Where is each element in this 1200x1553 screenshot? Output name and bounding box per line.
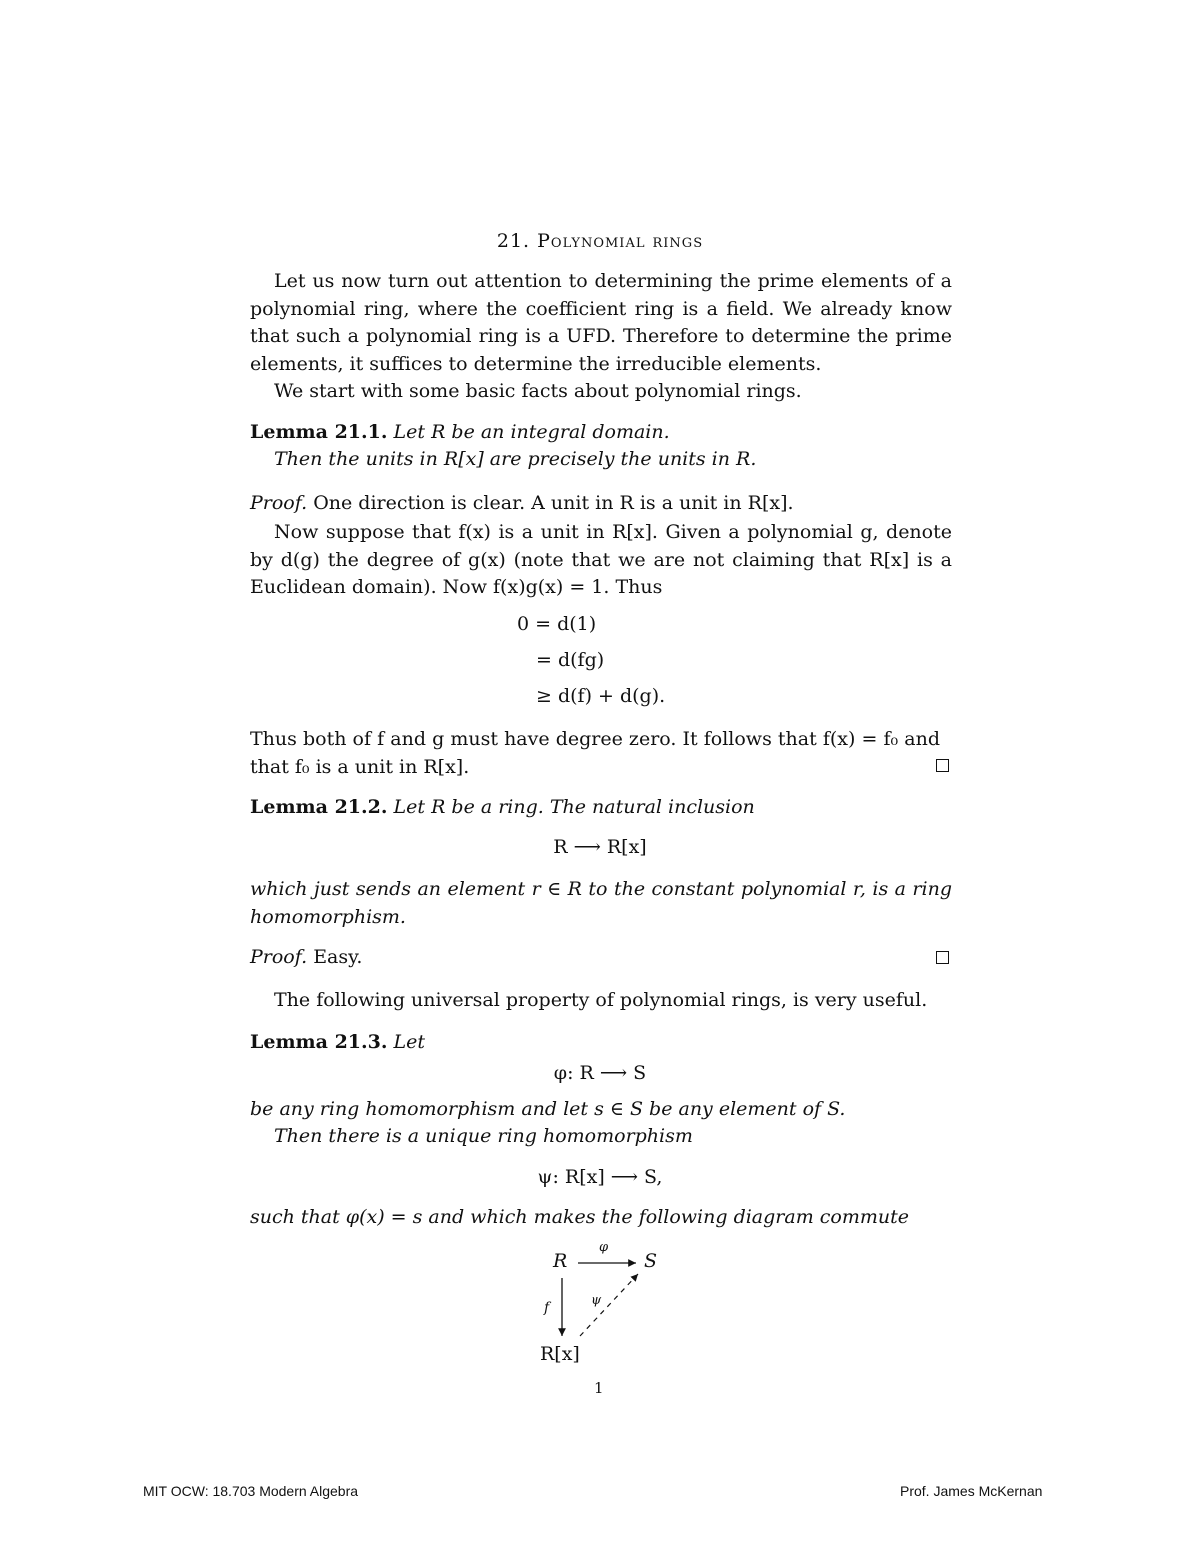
lemma-21-3-display-2: ψ: R[x] ⟶ S,: [537, 1166, 663, 1188]
commutative-diagram: [530, 1240, 680, 1375]
lemma-21-3-statement-3: Then there is a unique ring homomorphism: [274, 1125, 693, 1147]
lemma-21-1-statement-2: Then the units in R[x] are precisely the units in R.: [274, 448, 757, 470]
lemma-21-3-statement-4: such that φ(x) = s and which makes the following diagram commute: [250, 1206, 909, 1228]
equation-line-3: ≥ d(f) + d(g).: [536, 685, 666, 707]
section-title-text: Polynomial rings: [537, 230, 704, 252]
proof-text: Easy.: [313, 946, 363, 968]
lemma-21-2: [250, 796, 755, 818]
section-number: 21.: [496, 230, 531, 252]
bridge-paragraph: The following universal property of polynomial rings, is very useful.: [274, 989, 928, 1011]
qed-square-icon: [936, 759, 949, 772]
intro-paragraph-1: Let us now turn out attention to determining the prime elements of a polynomial ring, where the coefficient ring is a field. We already know that such a polynomial ring is a UFD. Therefore to determine the prime elements, it suffices to determine the irreducible elements.: [250, 270, 952, 375]
proof-label: Proof.: [250, 946, 308, 968]
page-number: 1: [594, 1379, 604, 1397]
equation-line-1: 0 = d(1): [517, 613, 597, 635]
diagram-node-r: R: [553, 1250, 568, 1272]
lemma-statement: Let R be a ring. The natural inclusion: [393, 796, 755, 818]
proof-21-1-paragraph-3: Thus both of f and g must have degree zero. It follows that f(x) = f₀ and that f₀ is a unit in R[x].: [250, 728, 940, 778]
diagram-node-rx: R[x]: [540, 1343, 580, 1365]
proof-text: One direction is clear. A unit in R is a unit in R[x].: [313, 492, 794, 514]
diagram-label-psi: ψ: [591, 1293, 602, 1308]
diagram-label-f: f: [544, 1300, 550, 1316]
footer-right: Prof. James McKernan: [900, 1483, 1043, 1499]
lemma-21-3-display-1: φ: R ⟶ S: [553, 1062, 647, 1084]
lemma-label: Lemma 21.3.: [250, 1031, 388, 1053]
lemma-label: Lemma 21.2.: [250, 796, 388, 818]
proof-21-1-line-1: [250, 492, 794, 514]
lemma-21-2-statement-2: which just sends an element r ∈ R to the constant polynomial r, is a ring homomorphism.: [250, 878, 952, 928]
lemma-21-1: [250, 421, 670, 443]
proof-21-1-paragraph-2: Now suppose that f(x) is a unit in R[x]. Given a polynomial g, denote by d(g) the degree of g(x) (note that we are not claiming that R[x] is a Euclidean domain). Now f(x)g(x) = 1. Thus: [250, 521, 952, 598]
diagram-arrows: [530, 1240, 680, 1375]
footer-left: MIT OCW: 18.703 Modern Algebra: [143, 1483, 359, 1499]
proof-label: Proof.: [250, 492, 308, 514]
equation-line-2: = d(fg): [536, 649, 605, 671]
lemma-21-3-statement-2: be any ring homomorphism and let s ∈ S be any element of S.: [250, 1098, 846, 1120]
qed-square-icon: [936, 951, 949, 964]
diagram-label-phi: φ: [599, 1240, 609, 1255]
proof-21-2: [250, 946, 362, 968]
lemma-statement: Let R be an integral domain.: [393, 421, 670, 443]
section-title: [0, 230, 1200, 252]
intro-paragraph-2: We start with some basic facts about polynomial rings.: [274, 380, 802, 402]
lemma-21-3: [250, 1031, 425, 1053]
lemma-statement: Let: [393, 1031, 426, 1053]
lemma-label: Lemma 21.1.: [250, 421, 388, 443]
lemma-21-2-display: R ⟶ R[x]: [553, 836, 647, 858]
diagram-node-s: S: [644, 1250, 658, 1272]
arrow-psi-dashed: [580, 1274, 638, 1336]
